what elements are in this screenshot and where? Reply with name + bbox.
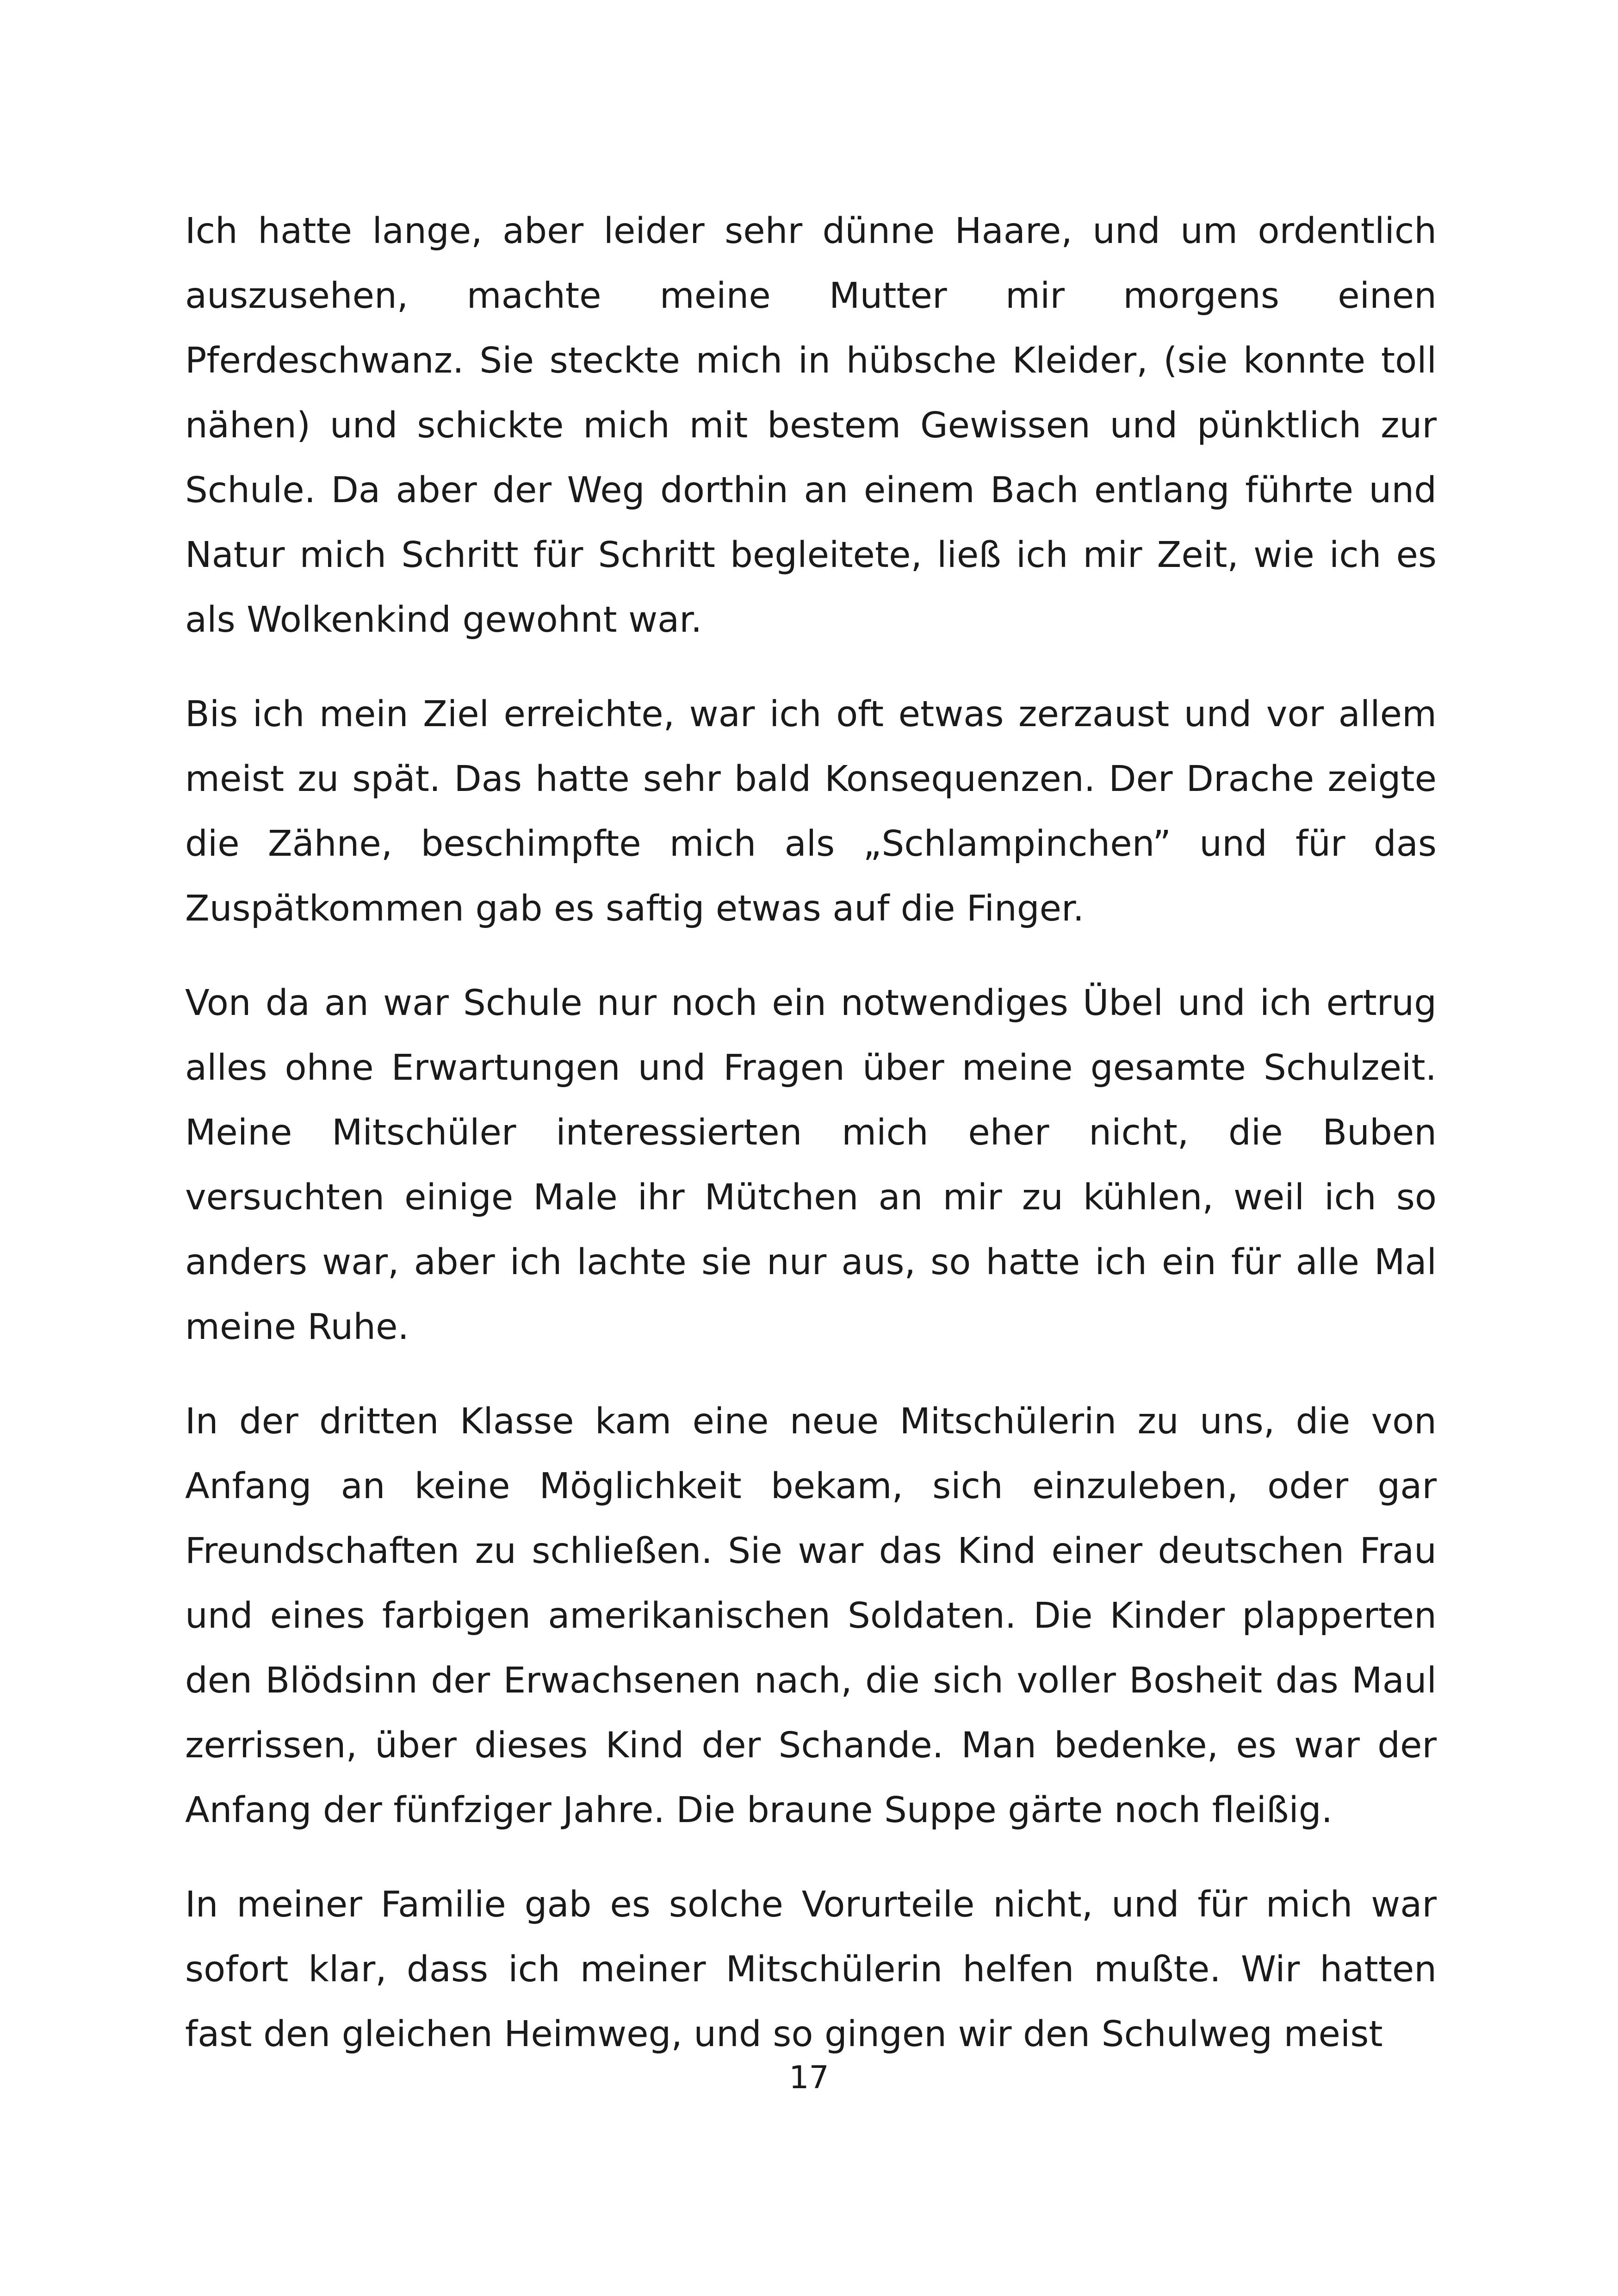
- paragraph-4: In der dritten Klasse kam eine neue Mitschülerin zu uns, die von Anfang an keine Möglichkeit bekam, sich einzuleben, oder gar Freundschaften zu schließen. Sie war das Kind einer deutschen Frau und eines farbigen amerikanischen Soldaten. Die Kinder plapperten den Blödsinn der Erwachsenen nach, die sich voller Bosheit das Maul zerrissen, über dieses Kind der Schande. Man bedenke, es war der Anfang der fünfziger Jahre. Die braune Suppe gärte noch fleißig.: [185, 1401, 1437, 1831]
- paragraph-5: In meiner Familie gab es solche Vorurteile nicht, und für mich war sofort klar, dass ich meiner Mitschülerin helfen mußte. Wir hatten fast den gleichen Heimweg, und so gingen wir den Schulweg meist: [185, 1884, 1437, 2055]
- body-text: [185, 199, 1437, 2067]
- paragraph-2: Bis ich mein Ziel erreichte, war ich oft etwas zerzaust und vor allem meist zu spät. Das hatte sehr bald Konsequenzen. Der Drache zeigte die Zähne, beschimpfte mich als „Schlampinchen” und für das Zuspätkommen gab es saftig etwas auf die Finger.: [185, 694, 1437, 929]
- paragraph-3: Von da an war Schule nur noch ein notwendiges Übel und ich ertrug alles ohne Erwartungen und Fragen über meine gesamte Schulzeit. Meine Mitschüler interessierten mich eher nicht, die Buben versuchten einige Male ihr Mütchen an mir zu kühlen, weil ich so anders war, aber ich lachte sie nur aus, so hatte ich ein für alle Mal meine Ruhe.: [185, 983, 1437, 1348]
- page-number: 17: [789, 2060, 829, 2096]
- paragraph-1: Ich hatte lange, aber leider sehr dünne Haare, und um ordentlich auszusehen, machte meine Mutter mir morgens einen Pferdeschwanz. Sie steckte mich in hübsche Kleider, (sie konnte toll nähen) und schickte mich mit bestem Gewissen und pünktlich zur Schule. Da aber der Weg dorthin an einem Bach entlang führte und Natur mich Schritt für Schritt begleitete, ließ ich mir Zeit, wie ich es als Wolkenkind gewohnt war.: [185, 211, 1437, 641]
